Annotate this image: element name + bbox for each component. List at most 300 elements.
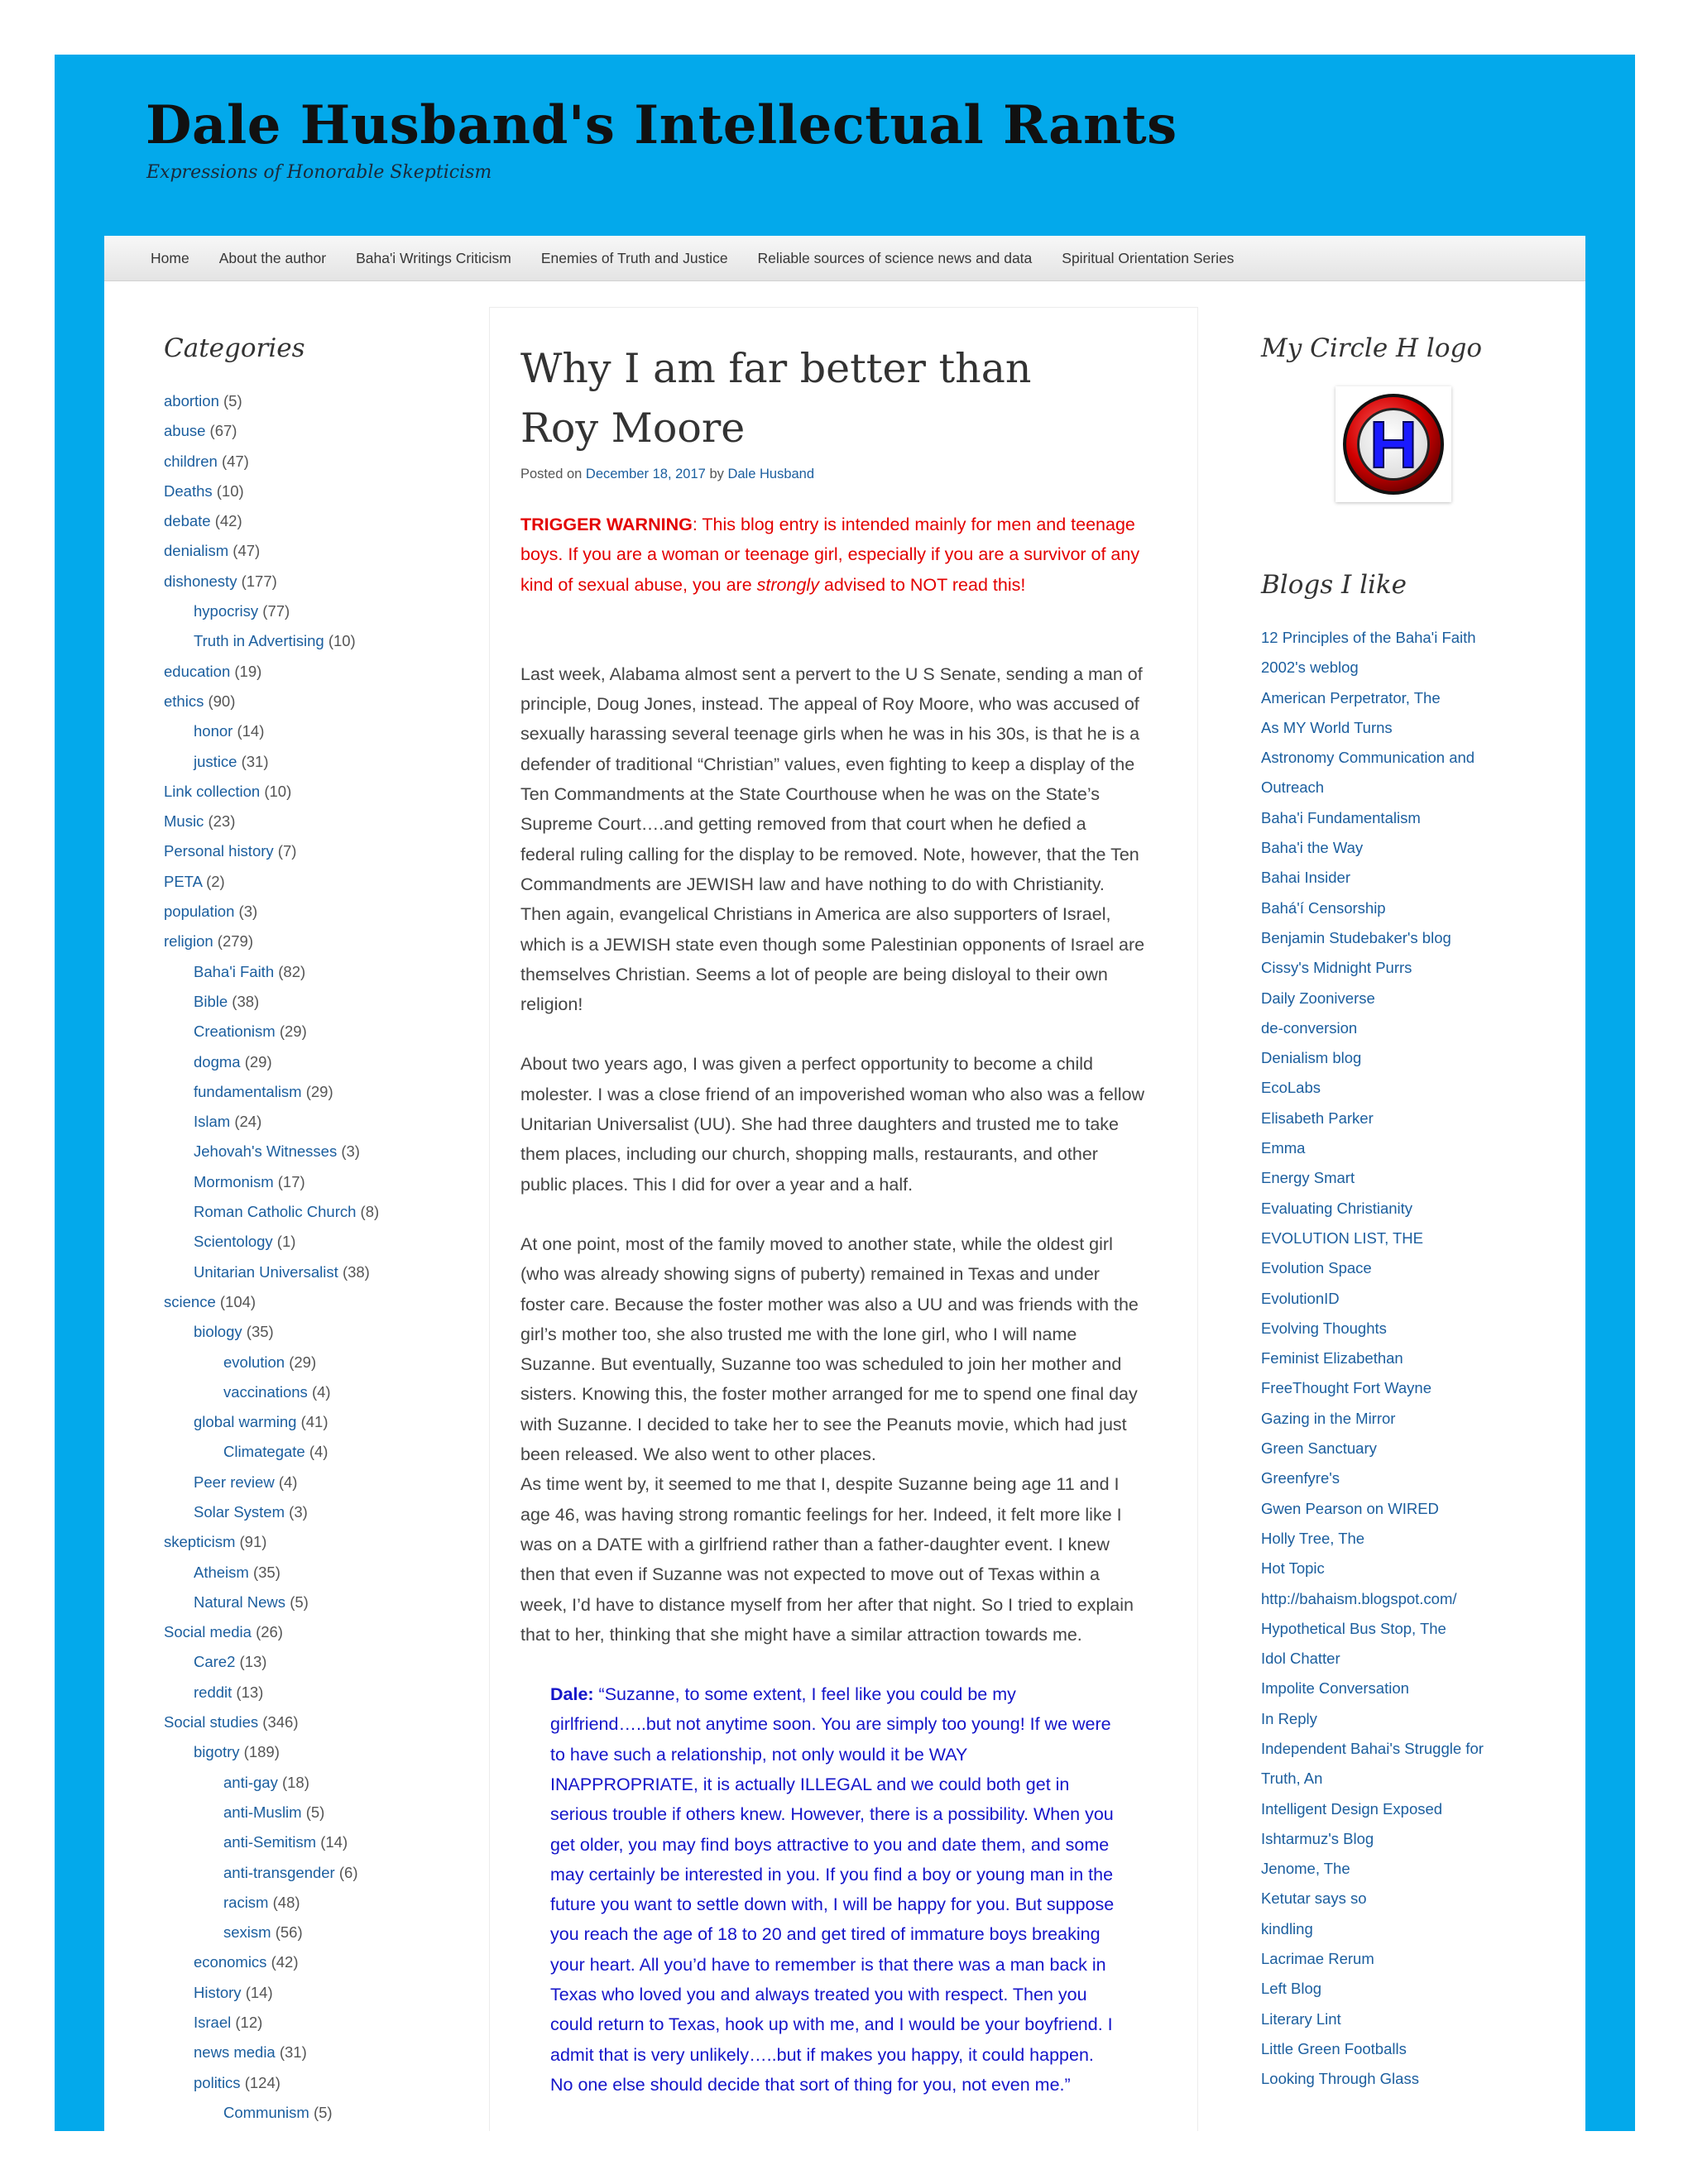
blogroll-link[interactable]: EvolutionID	[1261, 1289, 1340, 1307]
site-title[interactable]: Dale Husband's Intellectual Rants	[146, 94, 1177, 156]
category-item	[164, 447, 462, 477]
quote-line: future you want to settle down with, I will be happy for you. But suppose	[550, 1894, 1115, 1915]
category-link-honor[interactable]: honor	[194, 722, 233, 740]
categories-title: Categories	[164, 333, 305, 363]
category-link-mormonism[interactable]: Mormonism	[194, 1172, 274, 1190]
warning-emphasis: strongly	[756, 574, 819, 595]
post-author-link[interactable]: Dale Husband	[727, 467, 815, 481]
nav-item-enemies-of-truth-and-justice[interactable]: Enemies of Truth and Justice	[540, 250, 728, 266]
post-title-line: Why I am far better than	[520, 345, 1032, 392]
category-item	[164, 867, 462, 897]
category-item	[164, 1497, 462, 1527]
blogroll-link[interactable]: Impolite Conversation	[1261, 1679, 1409, 1698]
quote-line: girlfriend…..but not anytime soon. You are simply too young! If we were	[550, 1714, 1111, 1735]
category-link-religion[interactable]: religion	[164, 932, 213, 951]
text-line: About two years ago, I was given a perfect opportunity to become a child	[520, 1054, 1093, 1075]
category-link-reddit[interactable]: reddit	[194, 1683, 233, 1701]
category-item	[164, 1588, 462, 1617]
blogroll-link[interactable]: Emma	[1261, 1139, 1306, 1157]
text-line: defender of traditional “Christian” values, even fighting to keep a display of the	[520, 754, 1135, 774]
category-link-biology[interactable]: biology	[194, 1323, 242, 1341]
category-item	[164, 1947, 462, 1977]
blogroll-item	[1261, 2004, 1534, 2034]
category-link-social-media[interactable]: Social media	[164, 1623, 252, 1641]
category-item	[164, 836, 462, 866]
category-link-science[interactable]: science	[164, 1292, 216, 1310]
category-link-vaccinations[interactable]: vaccinations	[223, 1382, 308, 1401]
site-description: Expressions of Honorable Skepticism	[146, 162, 492, 183]
category-link-abortion[interactable]: abortion	[164, 392, 219, 410]
blogroll-item	[1261, 1343, 1534, 1373]
category-count: (67)	[209, 422, 237, 440]
text-line: Then again, evangelical Christians in America are also supporters of Israel,	[520, 904, 1111, 925]
category-link-peer-review[interactable]: Peer review	[194, 1473, 275, 1491]
category-count: (3)	[289, 1502, 308, 1521]
left-sidebar	[164, 333, 462, 2128]
category-count: (48)	[272, 1893, 300, 1911]
blogroll-item	[1261, 1674, 1534, 1703]
blogroll-item	[1261, 1644, 1534, 1674]
quote-line: to have such a relationship, not only would it be WAY	[550, 1744, 968, 1765]
blogroll-link[interactable]: 12 Principles of the Baha'i Faith	[1261, 629, 1476, 646]
category-link-racism[interactable]: racism	[223, 1893, 269, 1911]
blogroll-link[interactable]: Literary Lint	[1261, 2009, 1341, 2028]
category-link-peta[interactable]: PETA	[164, 872, 202, 890]
category-item	[164, 1918, 462, 1947]
category-link-dogma[interactable]: dogma	[194, 1052, 241, 1070]
blogroll-link[interactable]: kindling	[1261, 1919, 1313, 1937]
category-count: (38)	[342, 1262, 370, 1281]
category-count: (4)	[311, 1382, 331, 1401]
category-count: (177)	[241, 572, 277, 590]
blogroll-item	[1261, 1404, 1534, 1434]
blogroll-link[interactable]: Looking Through Glass	[1261, 2070, 1419, 2088]
category-item	[164, 1737, 462, 1767]
category-link-roman-catholic-church[interactable]: Roman Catholic Church	[194, 1203, 357, 1221]
text-line: principle, Doug Jones, instead. The appeal of Roy Moore, who was accused of	[520, 694, 1139, 715]
paragraph-2	[520, 1049, 1182, 1199]
category-link-communism[interactable]: Communism	[223, 2103, 309, 2121]
circle-h-logo[interactable]	[1336, 386, 1451, 502]
quote-line: may certainly be interested in you. If you find a boy or young man in the	[550, 1864, 1114, 1885]
post-meta	[520, 467, 814, 482]
blogroll-link[interactable]: Energy Smart	[1261, 1169, 1355, 1187]
category-count: (24)	[234, 1113, 262, 1131]
category-item	[164, 2008, 462, 2038]
right-sidebar	[1261, 333, 1534, 2095]
text-line: with Suzanne. I decided to take her to see the Peanuts movie, which had just	[520, 1414, 1127, 1434]
blogroll-link[interactable]: Feminist Elizabethan	[1261, 1349, 1403, 1367]
text-line: Ten Commandments at the State Courthouse when he was on the State’s	[520, 784, 1100, 805]
blogroll-item	[1261, 863, 1534, 893]
blogroll-link[interactable]: Greenfyre's	[1261, 1469, 1340, 1487]
category-link-solar-system[interactable]: Solar System	[194, 1502, 285, 1521]
category-count: (6)	[338, 1863, 358, 1881]
category-link-politics[interactable]: politics	[194, 2073, 241, 2091]
quote-line: INAPPROPRIATE, it is actually ILLEGAL and we could both get in	[550, 1774, 1070, 1794]
category-count: (10)	[328, 632, 356, 650]
category-link-anti-transgender[interactable]: anti-transgender	[223, 1863, 335, 1881]
category-link-bigotry[interactable]: bigotry	[194, 1743, 240, 1761]
category-item	[164, 1437, 462, 1467]
blogroll-link[interactable]: Gazing in the Mirror	[1261, 1409, 1396, 1427]
category-item	[164, 2038, 462, 2067]
category-link-anti-semitism[interactable]: anti-Semitism	[223, 1833, 317, 1851]
blogroll-link[interactable]: Idol Chatter	[1261, 1650, 1340, 1668]
category-count: (14)	[245, 1983, 273, 2001]
category-item	[164, 1978, 462, 2008]
category-link-sexism[interactable]: sexism	[223, 1923, 271, 1942]
paragraph-3	[520, 1229, 1182, 1650]
text-line: sexually harassing several teenage girls when he was in his 30s, is that he is a	[520, 724, 1140, 745]
category-count: (23)	[208, 812, 236, 831]
category-item	[164, 1768, 462, 1798]
blogroll-link[interactable]: Hypothetical Bus Stop, The	[1261, 1619, 1446, 1637]
blogroll-item	[1261, 713, 1534, 743]
blogroll-link[interactable]: 2002's weblog	[1261, 659, 1359, 677]
blogroll-item	[1261, 1434, 1534, 1463]
blogroll-item	[1261, 1794, 1534, 1824]
category-link-fundamentalism[interactable]: fundamentalism	[194, 1082, 302, 1100]
category-count: (2)	[206, 872, 225, 890]
category-count: (38)	[232, 992, 260, 1010]
category-link-abuse[interactable]: abuse	[164, 422, 206, 440]
text-line: which is a JEWISH state even though some Palestinian opponents of Israel are	[520, 934, 1145, 955]
blogroll-item	[1261, 1554, 1534, 1583]
post-title[interactable]	[520, 339, 1166, 458]
category-link-climategate[interactable]: Climategate	[223, 1443, 305, 1461]
category-count: (77)	[262, 602, 290, 620]
category-item	[164, 807, 462, 836]
quote-line: you reach the age of 18 to 20 and get tired of immature boys breaking	[550, 1924, 1101, 1945]
category-count: (14)	[237, 722, 265, 740]
category-count: (3)	[341, 1142, 360, 1161]
category-link-news-media[interactable]: news media	[194, 2043, 276, 2062]
blogroll-link[interactable]: Astronomy Communication and	[1261, 749, 1475, 767]
category-item	[164, 1527, 462, 1557]
category-link-children[interactable]: children	[164, 452, 218, 470]
blogroll-item	[1261, 1734, 1534, 1764]
category-item	[164, 957, 462, 987]
text-line: foster care. Because the foster mother was also a UU and was friends with the	[520, 1294, 1139, 1315]
blogroll-link[interactable]: Evaluating Christianity	[1261, 1199, 1413, 1217]
category-item	[164, 416, 462, 446]
category-link-hypocrisy[interactable]: hypocrisy	[194, 602, 259, 620]
category-link-scientology[interactable]: Scientology	[194, 1233, 273, 1251]
category-link-dishonesty[interactable]: dishonesty	[164, 572, 237, 590]
category-link-natural-news[interactable]: Natural News	[194, 1592, 286, 1611]
category-link-anti-gay[interactable]: anti-gay	[223, 1773, 278, 1791]
blogroll-link[interactable]: Hot Topic	[1261, 1559, 1325, 1578]
category-item	[164, 687, 462, 716]
blogroll-link[interactable]: http://bahaism.blogspot.com/	[1261, 1589, 1457, 1607]
blogroll-link[interactable]: Little Green Footballs	[1261, 2039, 1407, 2057]
category-link-skepticism[interactable]: skepticism	[164, 1533, 236, 1551]
category-count: (90)	[208, 692, 236, 710]
category-link-social-studies[interactable]: Social studies	[164, 1713, 259, 1731]
blogroll-link[interactable]: Ketutar says so	[1261, 1889, 1367, 1908]
category-link-truth-in-advertising[interactable]: Truth in Advertising	[194, 632, 324, 650]
category-link-care2[interactable]: Care2	[194, 1653, 236, 1671]
blogroll-item	[1261, 1194, 1534, 1224]
page-body	[104, 236, 1585, 2131]
blogroll-link[interactable]: EcoLabs	[1261, 1079, 1321, 1097]
category-count: (14)	[320, 1833, 348, 1851]
text-line: then that even if Suzanne was not expected to move out of Texas within a	[520, 1564, 1100, 1585]
blogroll-link[interactable]: Gwen Pearson on WIRED	[1261, 1499, 1439, 1517]
blogroll-link[interactable]: Jenome, The	[1261, 1860, 1350, 1878]
blogroll-link[interactable]: Baha'i the Way	[1261, 839, 1364, 857]
category-item	[164, 596, 462, 626]
category-link-link-collection[interactable]: Link collection	[164, 782, 261, 800]
blogroll-link[interactable]: In Reply	[1261, 1709, 1317, 1727]
blogroll-link[interactable]: EVOLUTION LIST, THE	[1261, 1228, 1424, 1247]
category-link-anti-muslim[interactable]: anti-Muslim	[223, 1803, 302, 1821]
text-line: sisters. Knowing this, the foster mother arranged for me to spend one final day	[520, 1384, 1138, 1405]
blogroll-item	[1261, 1284, 1534, 1314]
blogroll-link[interactable]: American Perpetrator, The	[1261, 688, 1441, 706]
category-item	[164, 1348, 462, 1377]
warning-line: TRIGGER WARNING: This blog entry is intended mainly for men and teenage	[520, 515, 1135, 534]
blogroll-item	[1261, 953, 1534, 983]
category-item	[164, 1377, 462, 1407]
category-count: (104)	[219, 1292, 257, 1310]
category-link-education[interactable]: education	[164, 662, 231, 680]
category-count: (42)	[214, 512, 242, 530]
nav-item-about-the-author[interactable]: About the author	[218, 250, 327, 266]
nav-item-spiritual-orientation-series[interactable]: Spiritual Orientation Series	[1062, 250, 1235, 266]
blogroll-link[interactable]: Denialism blog	[1261, 1049, 1362, 1067]
blogroll-link[interactable]: de-conversion	[1261, 1018, 1358, 1037]
quote-speaker: Dale:	[550, 1684, 594, 1705]
blogroll-item	[1261, 773, 1534, 802]
warning-line: boys. If you are a woman or teenage girl, especially if you are a survivor of any	[520, 544, 1140, 565]
category-count: (8)	[360, 1203, 380, 1221]
blogroll-item	[1261, 1884, 1534, 1913]
category-item	[164, 1647, 462, 1677]
blogroll-item	[1261, 2034, 1534, 2064]
quote-line: Dale: “Suzanne, to some extent, I feel like you could be my	[550, 1684, 1016, 1705]
category-link-music[interactable]: Music	[164, 812, 204, 831]
blogroll-link[interactable]: Evolving Thoughts	[1261, 1319, 1387, 1337]
category-item	[164, 927, 462, 956]
category-count: (31)	[279, 2043, 307, 2062]
category-item	[164, 626, 462, 656]
category-link-evolution[interactable]: evolution	[223, 1353, 285, 1371]
blogroll-item	[1261, 1013, 1534, 1043]
blogroll-link[interactable]: Holly Tree, The	[1261, 1529, 1365, 1547]
category-link-israel[interactable]: Israel	[194, 2014, 232, 2032]
category-item	[164, 567, 462, 596]
category-link-deaths[interactable]: Deaths	[164, 481, 213, 500]
blogroll-item	[1261, 833, 1534, 863]
category-link-baha-i-faith[interactable]: Baha'i Faith	[194, 962, 275, 980]
category-link-economics[interactable]: economics	[194, 1953, 267, 1971]
category-item	[164, 1047, 462, 1077]
post-title-line: Roy Moore	[520, 405, 746, 452]
blogroll-item	[1261, 984, 1534, 1013]
category-link-personal-history[interactable]: Personal history	[164, 842, 274, 860]
blogroll-link[interactable]: FreeThought Fort Wayne	[1261, 1379, 1431, 1397]
blogroll-item	[1261, 2064, 1534, 2094]
category-link-islam[interactable]: Islam	[194, 1113, 231, 1131]
category-link-justice[interactable]: justice	[194, 752, 237, 770]
blogroll-item	[1261, 1043, 1534, 1073]
blogroll-item	[1261, 1133, 1534, 1163]
nav-item-reliable-sources-of-science-news-and-data[interactable]: Reliable sources of science news and data	[757, 250, 1033, 266]
category-item	[164, 477, 462, 506]
category-item	[164, 1678, 462, 1707]
nav-menu	[104, 236, 1585, 280]
blogroll-link[interactable]: Elisabeth Parker	[1261, 1109, 1374, 1127]
category-count: (13)	[236, 1683, 264, 1701]
category-item	[164, 1107, 462, 1137]
category-item	[164, 506, 462, 536]
category-count: (29)	[305, 1082, 333, 1100]
blogroll-item	[1261, 1704, 1534, 1734]
blogroll-item	[1261, 1584, 1534, 1614]
blogroll-link[interactable]: Ishtarmuz's Blog	[1261, 1829, 1374, 1847]
category-count: (29)	[289, 1353, 317, 1371]
blogroll-link[interactable]: Daily Zooniverse	[1261, 989, 1375, 1007]
category-count: (47)	[233, 542, 261, 560]
category-link-jehovah-s-witnesses[interactable]: Jehovah's Witnesses	[194, 1142, 338, 1161]
category-item	[164, 1227, 462, 1257]
category-count: (4)	[278, 1473, 298, 1491]
category-link-population[interactable]: population	[164, 903, 235, 921]
category-count: (35)	[246, 1323, 274, 1341]
quote-line: get older, you may find boys attractive to you and date them, and some	[550, 1834, 1110, 1855]
text-line: religion!	[520, 994, 583, 1015]
category-item	[164, 536, 462, 566]
category-link-bible[interactable]: Bible	[194, 992, 228, 1010]
category-item	[164, 1077, 462, 1107]
category-item	[164, 777, 462, 807]
nav-item-baha-i-writings-criticism[interactable]: Baha'i Writings Criticism	[356, 250, 511, 266]
blogroll-item	[1261, 1854, 1534, 1884]
category-item	[164, 1798, 462, 1827]
category-count: (4)	[309, 1443, 328, 1461]
blogroll-link[interactable]: Bahai Insider	[1261, 869, 1350, 887]
category-count: (31)	[241, 752, 269, 770]
blogroll-link[interactable]: Intelligent Design Exposed	[1261, 1799, 1443, 1818]
blogroll-item	[1261, 1073, 1534, 1103]
category-item	[164, 1197, 462, 1227]
blogroll-item	[1261, 1824, 1534, 1854]
category-item	[164, 1317, 462, 1347]
category-count: (5)	[313, 2103, 333, 2121]
quote-line: your heart. All you’d have to remember is that there was a man back in	[550, 1954, 1106, 1975]
text-line: that to her, thinking that she might have a similar attraction towards me.	[520, 1624, 1082, 1645]
blogroll-item	[1261, 893, 1534, 923]
category-item	[164, 1617, 462, 1647]
category-link-denialism[interactable]: denialism	[164, 542, 229, 560]
blogroll-link[interactable]: Baha'i Fundamentalism	[1261, 808, 1421, 826]
category-count: (26)	[256, 1623, 283, 1641]
category-link-atheism[interactable]: Atheism	[194, 1563, 249, 1581]
category-link-ethics[interactable]: ethics	[164, 692, 204, 710]
nav-item-home[interactable]: Home	[151, 250, 189, 266]
category-count: (12)	[235, 2014, 263, 2032]
category-link-unitarian-universalist[interactable]: Unitarian Universalist	[194, 1262, 338, 1281]
category-count: (18)	[281, 1773, 309, 1791]
category-item	[164, 897, 462, 927]
blogroll-link[interactable]: Evolution Space	[1261, 1259, 1372, 1277]
blogroll-link[interactable]: Lacrimae Rerum	[1261, 1950, 1374, 1968]
blogroll-item	[1261, 1494, 1534, 1524]
quote-line: admit that is very unlikely…..but if makes you happy, it could happen.	[550, 2044, 1094, 2065]
category-count: (7)	[277, 842, 297, 860]
category-item	[164, 657, 462, 687]
blogroll-link[interactable]: Green Sanctuary	[1261, 1439, 1377, 1458]
quote-line: Texas who loved you and always treated you with respect. Then you	[550, 1985, 1087, 2005]
category-count: (42)	[271, 1953, 299, 1971]
category-count: (346)	[262, 1713, 299, 1731]
category-count: (5)	[290, 1592, 309, 1611]
blogroll-link[interactable]: Benjamin Studebaker's blog	[1261, 928, 1451, 946]
blogroll-link[interactable]: Outreach	[1261, 778, 1325, 797]
category-link-creationism[interactable]: Creationism	[194, 1023, 276, 1041]
blogroll-link[interactable]: Left Blog	[1261, 1980, 1322, 1998]
blogroll-item	[1261, 1463, 1534, 1493]
blogroll-item	[1261, 743, 1534, 773]
text-line: At one point, most of the family moved to another state, while the oldest girl	[520, 1233, 1113, 1254]
category-link-history[interactable]: History	[194, 1983, 242, 2001]
text-line: girl’s mother too, she also trusted me with the lone girl, who I will name	[520, 1324, 1077, 1344]
category-item	[164, 1858, 462, 1888]
text-line: week, I’d have to distance myself from her after that night. So I tried to explain	[520, 1594, 1134, 1615]
category-count: (35)	[252, 1563, 281, 1581]
category-item	[164, 1407, 462, 1437]
category-item	[164, 2068, 462, 2098]
site-frame	[55, 55, 1635, 2131]
category-item	[164, 1257, 462, 1287]
category-count: (3)	[238, 903, 258, 921]
text-line: As time went by, it seemed to me that I, despite Suzanne being age 11 and I	[520, 1474, 1120, 1495]
post-content	[520, 510, 1182, 2100]
circle-h-logo-icon	[1340, 390, 1447, 498]
blogs-widget-title: Blogs I like	[1261, 570, 1407, 600]
text-line: been released. We also went to other places.	[520, 1444, 876, 1465]
category-count: (56)	[275, 1923, 303, 1942]
category-item	[164, 1888, 462, 1918]
post-date-link[interactable]: December 18, 2017	[585, 467, 706, 481]
blogroll-link[interactable]: As MY World Turns	[1261, 718, 1393, 736]
blogroll-item	[1261, 1224, 1534, 1253]
category-count: (82)	[278, 962, 306, 980]
category-item	[164, 1167, 462, 1197]
blogroll-link[interactable]: Truth, An	[1261, 1770, 1323, 1788]
category-item	[164, 1468, 462, 1497]
text-line: Commandments are JEWISH law and have nothing to do with Christianity.	[520, 874, 1105, 894]
category-item	[164, 716, 462, 746]
blogroll-link[interactable]: Independent Bahai's Struggle for	[1261, 1739, 1484, 1757]
text-line: Suzanne. But eventually, Suzanne too was scheduled to join her mother and	[520, 1354, 1122, 1375]
blogroll-link[interactable]: Bahá'í Censorship	[1261, 898, 1386, 917]
blogroll-item	[1261, 1944, 1534, 1974]
text-line: themselves Christian. Seems a lot of people are being disloyal to their own	[520, 964, 1108, 984]
category-count: (5)	[305, 1803, 325, 1821]
category-link-debate[interactable]: debate	[164, 512, 211, 530]
category-link-global-warming[interactable]: global warming	[194, 1413, 297, 1431]
category-count: (5)	[223, 392, 242, 410]
category-count: (19)	[234, 662, 262, 680]
text-line: federal ruling calling for the display to be removed. Note, however, that the Ten	[520, 844, 1139, 864]
category-count: (17)	[277, 1172, 305, 1190]
blogroll-link[interactable]: Cissy's Midnight Purrs	[1261, 959, 1412, 977]
blogroll-item	[1261, 1914, 1534, 1944]
category-item	[164, 747, 462, 777]
